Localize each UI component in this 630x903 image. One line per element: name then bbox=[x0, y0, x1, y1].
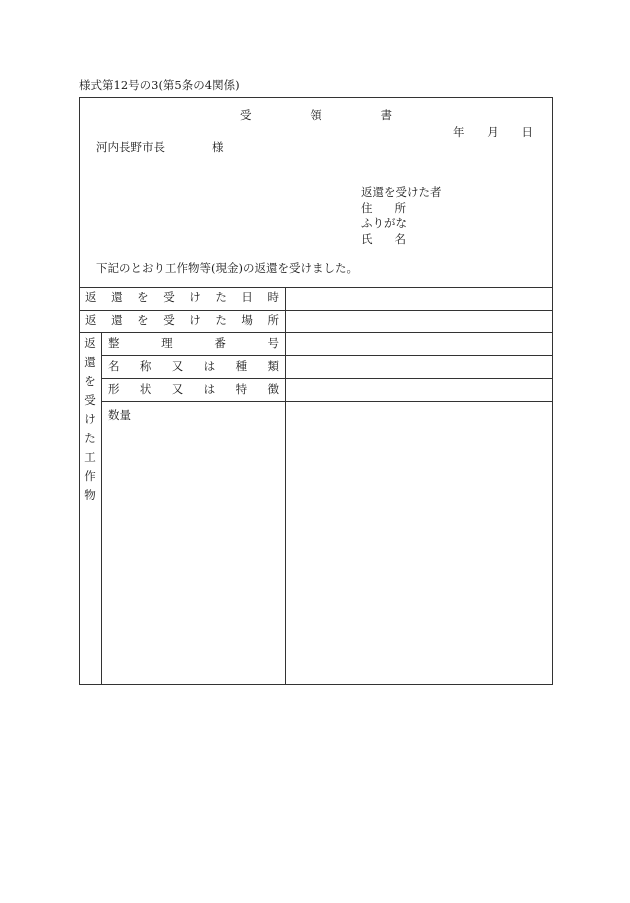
document-title: 受 領 書 bbox=[240, 108, 392, 122]
addressee: 河内長野市長 bbox=[96, 140, 165, 154]
label-quantity: 数量 bbox=[108, 408, 131, 422]
returnee-furigana-label: ふりがな bbox=[361, 216, 407, 230]
returnee-address-label: 住 所 bbox=[361, 201, 406, 215]
honorific: 様 bbox=[212, 140, 224, 154]
returnee-name-label: 氏 名 bbox=[361, 232, 406, 246]
returnee-heading: 返還を受けた者 bbox=[361, 185, 442, 199]
table-line-h2 bbox=[79, 310, 553, 311]
table-line-v-group bbox=[101, 332, 102, 685]
table-line-h4 bbox=[101, 355, 553, 356]
table-line-h6 bbox=[101, 401, 553, 402]
statement-text: 下記のとおり工作物等(現金)の返還を受けました。 bbox=[96, 261, 358, 275]
label-name-or-type: 名 称 又 は 種 類 bbox=[108, 359, 279, 373]
form-code: 様式第12号の3(第5条の4関係) bbox=[79, 78, 240, 92]
label-shape-or-feature: 形 状 又 は 特 徴 bbox=[108, 382, 279, 396]
table-line-h1 bbox=[79, 287, 553, 288]
label-returned-structure-group: 返 還 を 受 け た 工 作 物 bbox=[84, 336, 96, 502]
label-return-datetime: 返 還 を 受 け た 日 時 bbox=[85, 290, 279, 304]
date-line: 年 月 日 bbox=[453, 125, 533, 139]
table-line-h5 bbox=[101, 378, 553, 379]
table-line-h3 bbox=[79, 332, 553, 333]
label-return-place: 返 還 を 受 け た 場 所 bbox=[85, 313, 279, 327]
table-line-v-value bbox=[285, 287, 286, 685]
label-serial-number: 整 理 番 号 bbox=[108, 336, 279, 350]
